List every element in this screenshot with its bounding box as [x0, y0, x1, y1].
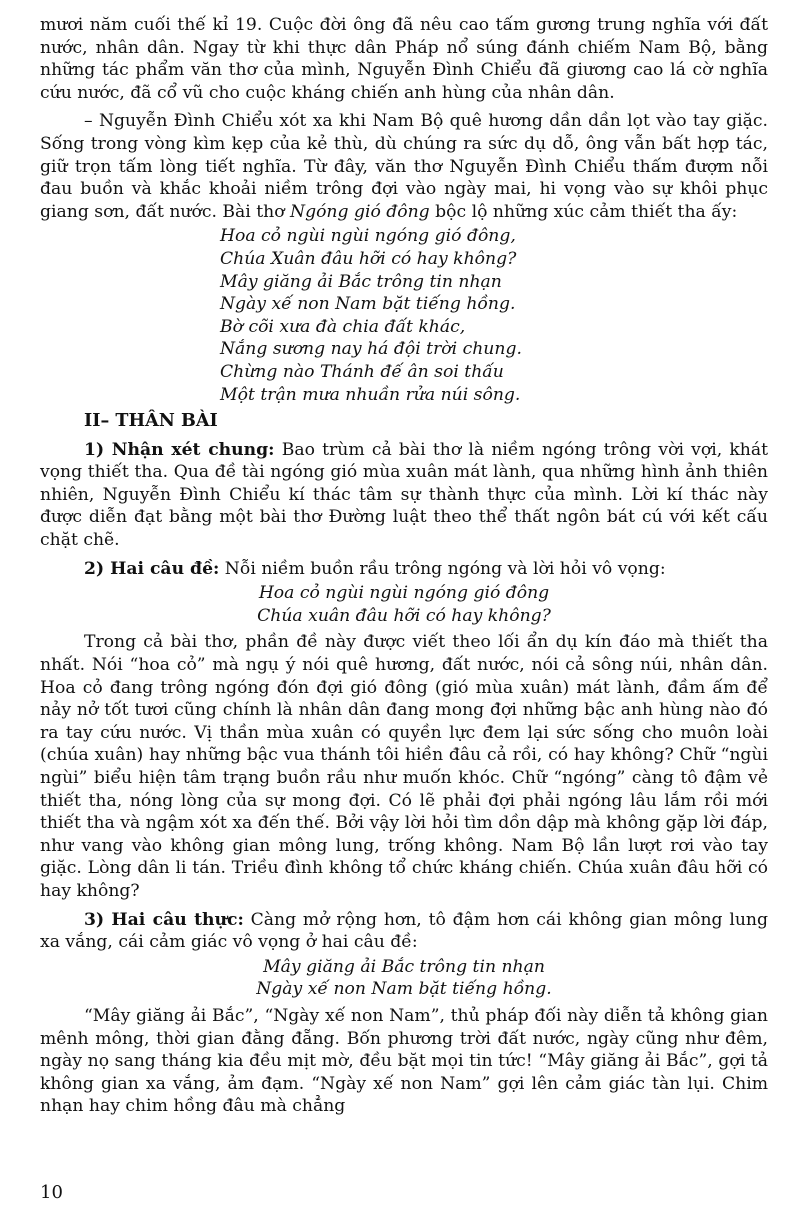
subsection-heading: 3) Hai câu thực:: [84, 909, 244, 930]
poem-line: Chừng nào Thánh đế ân soi thấu: [220, 361, 504, 382]
poem-full: [40, 225, 768, 406]
poem-line: Hoa cỏ ngùi ngùi ngóng gió đông: [258, 583, 550, 604]
paragraph-context: [40, 110, 768, 223]
poem-title: Ngóng gió đông: [290, 201, 430, 222]
poem-line: Mây giăng ải Bắc trông tin nhạn: [263, 956, 545, 977]
poem-line: Bờ cõi xưa đà chia đất khác,: [220, 316, 466, 337]
page-number: 10: [40, 1182, 63, 1203]
poem-line: Nắng sương nay há đội trời chung.: [220, 339, 522, 360]
poem-line: Chúa xuân đâu hỡi có hay không?: [257, 605, 551, 626]
poem-line: Hoa cỏ ngùi ngùi ngóng gió đông,: [220, 226, 516, 247]
poem-line: Chúa Xuân đâu hỡi có hay không?: [220, 248, 517, 269]
couplet-opening: [40, 582, 768, 627]
paragraph-opening-analysis: Trong cả bài thơ, phần đề này được viết theo lối ẩn dụ kín đáo mà thiết tha nhất. Nói “hoa cỏ” mà ngụ ý nói quê hương, đất nước, nói cả sông núi, nhân dân. Hoa cỏ đang trông ngóng đón đợi gió đông (gió mùa xuân) mát lành, đầm ấm để nảy nở tốt tươi cũng chính là nhân dân đang mong đợi những bậc anh hùng nào đó ra tay cứu nước. Vị thần mùa xuân có quyền lực đem lại sức sống cho muôn loài (chúa xuân) hay những bậc vua thánh tôi hiền đâu cả rồi, có hay không? Chữ “ngùi ngùi” biểu hiện tâm trạng buồn rầu như muốn khóc. Chữ “ngóng” càng tô đậm vẻ thiết tha, nóng lòng của sự mong đợi. Có lẽ phải đợi phải ngóng lâu lắm rồi mới thiết tha và ngậm xót xa đến thế. Bởi vậy lời hỏi tìm dồn dập mà không gặp lời đáp, như vang vào không gian mông lung, trống không. Nam Bộ lần lượt rơi vào tay giặc. Lòng dân li tán. Triều đình không tổ chức kháng chiến. Chúa xuân đâu hỡi có hay không?: [40, 632, 768, 901]
paragraph-context-text: – Nguyễn Đình Chiểu xót xa khi Nam Bộ quê hương dần dần lọt vào tay giặc. Sống trong vòng kìm kẹp của kẻ thù, dù chúng ra sức dụ dỗ, ông vẫn bất hợp tác, giữ trọn tấm lòng tiết nghĩa. Từ đây, văn thơ Nguyễn Đình Chiểu thấm đượm nỗi đau buồn và khắc khoải niềm trông đợi vào ngày mai, hi vọng vào sự khôi phục giang sơn, đất nước. Bài thơ: [40, 111, 768, 222]
couplet-real: [40, 956, 768, 1001]
paragraph-intro: mươi năm cuối thế kỉ 19. Cuộc đời ông đã nêu cao tấm gương trung nghĩa với đất nước, nhân dân. Ngay từ khi thực dân Pháp nổ súng đánh chiếm Nam Bộ, bằng những tác phẩm văn thơ của mình, Nguyễn Đình Chiểu đã giương cao lá cờ nghĩa cứu nước, đã cổ vũ cho cuộc kháng chiến anh hùng của nhân dân.: [40, 15, 768, 103]
subsection-text: Càng mở rộng hơn, tô đậm hơn cái không gian mông lung xa vắng, cái cảm giác vô vọng ở hai câu đề:: [40, 909, 768, 953]
subsection-heading: 2) Hai câu đề:: [84, 558, 220, 579]
paragraph-general-remark: [40, 439, 768, 552]
poem-line: Ngày xế non Nam bặt tiếng hồng.: [256, 979, 552, 1000]
paragraph-real-analysis: “Mây giăng ải Bắc”, “Ngày xế non Nam”, thủ pháp đối này diễn tả không gian mênh mông, thời gian đằng đẵng. Bốn phương trời đất nước, ngày cũng như đêm, ngày nọ sang tháng kia đều mịt mờ, đều bặt mọi tin tức! “Mây giăng ải Bắc”, gợi tả không gian xa vắng, ảm đạm. “Ngày xế non Nam” gợi lên cảm giác tàn lụi. Chim nhạn hay chim hồng đâu mà chẳng: [40, 1005, 768, 1117]
paragraph-real-couplet: [40, 909, 768, 954]
poem-line: Một trận mưa nhuần rửa núi sông.: [220, 384, 521, 405]
poem-line: Mây giăng ải Bắc trông tin nhạn: [220, 271, 502, 292]
subsection-text: Bao trùm cả bài thơ là niềm ngóng trông vời vợi, khát vọng thiết tha. Qua đề tài ngóng gió mùa xuân mát lành, qua những hình ảnh thiên nhiên, Nguyễn Đình Chiểu kí thác tâm sự thành thực của mình. Lời kí thác này được diễn đạt bằng một bài thơ Đường luật theo thể thất ngôn bát cú với kết cấu chặt chẽ.: [40, 439, 768, 551]
poem-line: Ngày xế non Nam bặt tiếng hồng.: [220, 294, 516, 315]
paragraph-opening-couplet: [40, 558, 768, 581]
subsection-heading: 1) Nhận xét chung:: [84, 439, 275, 460]
section-heading: II– THÂN BÀI: [84, 410, 218, 432]
subsection-text: Nỗi niềm buồn rầu trông ngóng và lời hỏi vô vọng:: [219, 558, 666, 579]
page-body: [40, 14, 768, 1118]
paragraph-context-tail: bộc lộ những xúc cảm thiết tha ấy:: [429, 201, 738, 222]
